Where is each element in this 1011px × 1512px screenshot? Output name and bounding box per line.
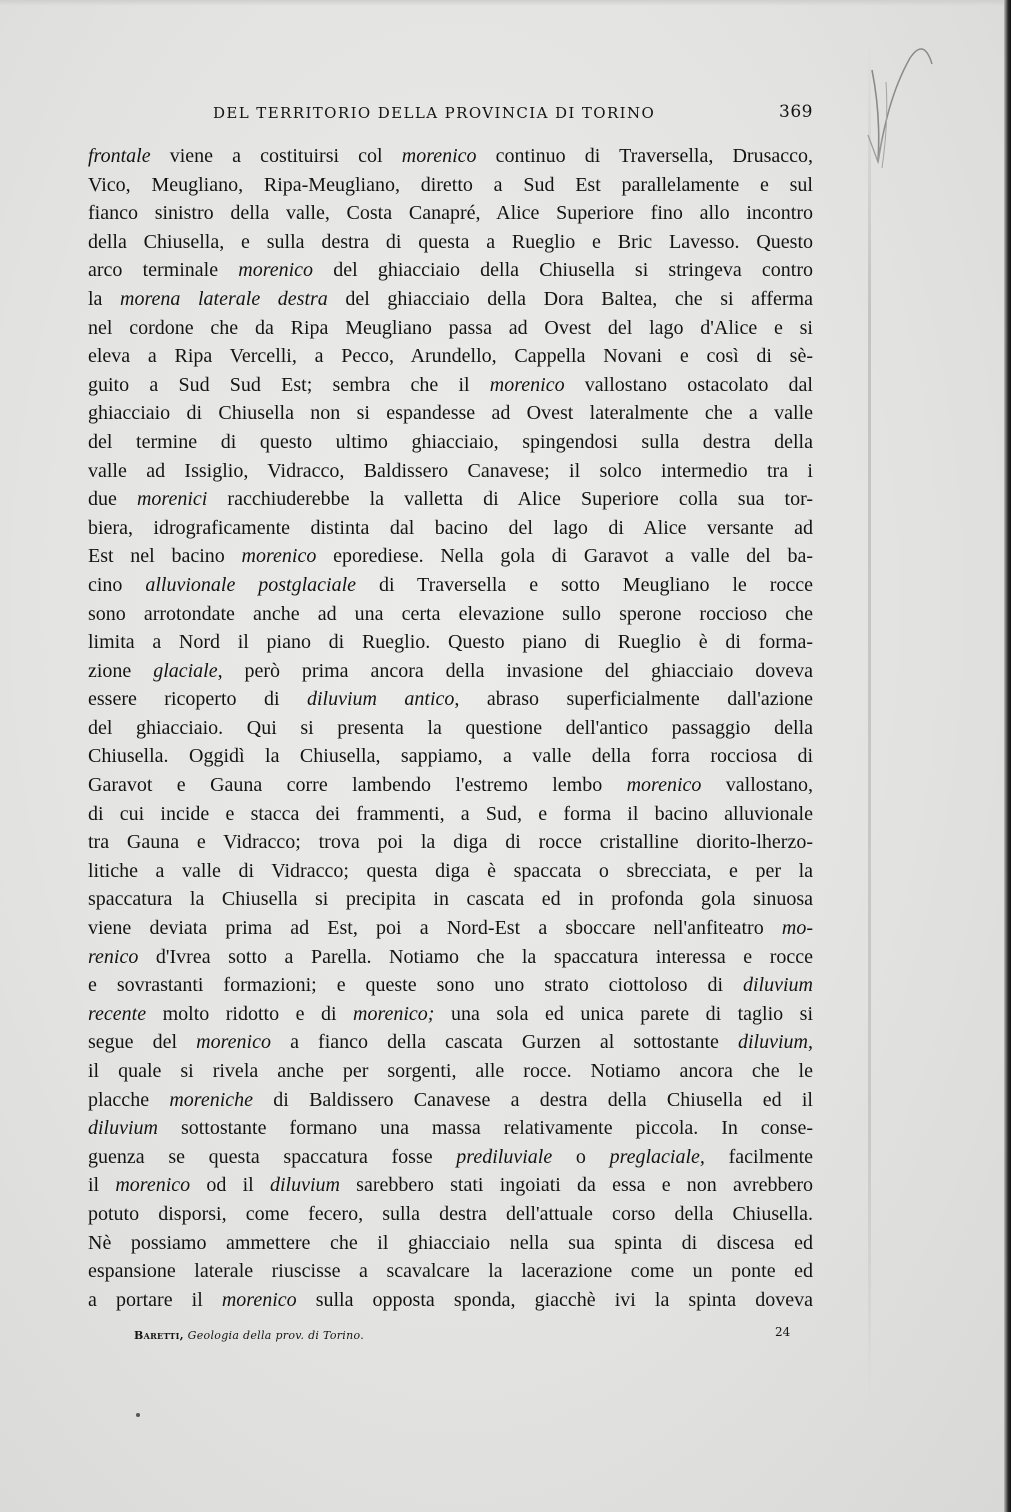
text-line [88, 1257, 813, 1286]
text-segment: del ghiacciaio della Dora Baltea, che si afferma [327, 287, 813, 310]
header-title: DEL TERRITORIO DELLA PROVINCIA DI TORINO [213, 104, 656, 122]
page-footer [134, 1325, 794, 1347]
text-segment: la [88, 287, 121, 310]
text-line [88, 857, 813, 886]
page-top-edge [0, 0, 1011, 6]
running-header [213, 104, 813, 128]
text-line [88, 885, 813, 914]
text-segment: Est nel bacino [88, 545, 242, 568]
text-line [88, 514, 813, 543]
text-line [88, 314, 813, 343]
text-line [88, 971, 813, 1000]
text-segment: placche [88, 1088, 170, 1111]
text-segment: cino [88, 573, 146, 596]
italic-term: morenico [238, 259, 314, 282]
text-line [88, 828, 813, 857]
italic-term: morena laterale destra [120, 287, 328, 310]
text-segment: e sovrastanti formazioni; e queste sono uno strato ciottoloso di [88, 974, 743, 997]
text-segment: Vico, Meugliano, Ripa-Meugliano, diretto a Sud Est parallelamente e sul [88, 173, 813, 196]
text-line [88, 600, 813, 629]
italic-term: mo- [781, 917, 813, 940]
text-segment: una sola ed unica parete di taglio si [434, 1002, 813, 1025]
text-line [88, 1057, 813, 1086]
footer-book-title: Geologia della prov. di Torino. [187, 1329, 365, 1342]
text-segment: biera, idrograficamente distinta dal bacino del lago di Alice versante ad [88, 516, 813, 539]
text-segment: nel cordone che da Ripa Meugliano passa ad Ovest del lago d'Alice e si [88, 316, 813, 339]
italic-term: morenico [401, 145, 477, 167]
text-segment: limita a Nord il piano di Rueglio. Questo piano di Rueglio è di forma- [88, 631, 813, 654]
text-line [88, 1143, 813, 1172]
italic-term: diluvium [743, 974, 813, 997]
text-segment: potuto disporsi, come fecero, sulla destra dell'attuale corso della Chiusella. [88, 1202, 813, 1225]
pencil-checkmark-icon [858, 30, 948, 170]
text-segment: viene a costituirsi col [150, 145, 402, 167]
italic-term: diluvium, [738, 1031, 813, 1054]
text-line [88, 1000, 813, 1029]
text-line [88, 1200, 813, 1229]
text-line [88, 771, 813, 800]
text-line [88, 657, 813, 686]
text-segment: Garavot e Gauna corre lambendo l'estremo lembo [88, 774, 627, 797]
text-segment: a fianco della cascata Gurzen al sottostante [270, 1031, 738, 1054]
text-segment: facilmente [704, 1145, 813, 1168]
margin-shadow-line [868, 40, 871, 1400]
italic-term: morenico [626, 774, 702, 797]
text-line [88, 171, 813, 200]
italic-term: morenico [115, 1174, 191, 1197]
text-segment: tra Gauna e Vidracco; trova poi la diga di rocce cristalline diorito-lherzo- [88, 831, 813, 854]
text-line [88, 428, 813, 457]
text-segment: guito a Sud Sud Est; sembra che il [88, 373, 490, 396]
text-line [88, 714, 813, 743]
body-text [88, 142, 813, 1314]
text-segment: il [88, 1174, 116, 1197]
italic-term: morenico [221, 1288, 297, 1311]
text-line [88, 199, 813, 228]
italic-term: morenico; [353, 1002, 435, 1025]
text-line [88, 1171, 813, 1200]
italic-term: diluvium [269, 1174, 340, 1197]
text-segment: Chiusella. Oggidì la Chiusella, sappiamo, a valle della forra rocciosa di [88, 745, 813, 768]
text-segment: viene deviata prima ad Est, poi a Nord-Est a sboccare nell'anfiteatro [88, 917, 782, 940]
text-segment: di Baldissero Canavese a destra della Chiusella ed il [253, 1088, 813, 1111]
text-segment: di cui incide e stacca dei frammenti, a Sud, e forma il bacino alluvionale [88, 802, 813, 825]
text-segment: Nè possiamo ammettere che il ghiacciaio nella sua spinta di discesa ed [88, 1231, 813, 1254]
text-segment: , però prima ancora della invasione del ghiacciaio doveva [217, 659, 813, 682]
text-line [88, 1229, 813, 1258]
italic-term: diluvium [88, 1117, 158, 1140]
footer-reference [134, 1329, 364, 1342]
stray-ink-dot [136, 1413, 140, 1417]
text-segment: vallostano, [701, 774, 813, 797]
text-segment: litiche a valle di Vidracco; questa diga è spaccata o sbrecciata, e per la [88, 859, 813, 882]
text-line [88, 685, 813, 714]
text-segment: il quale si rivela anche per sorgenti, alle rocce. Notiamo ancora che le [88, 1060, 813, 1082]
text-line [88, 485, 813, 514]
italic-term: preglaciale, [609, 1145, 705, 1168]
text-line [88, 1028, 813, 1057]
text-segment: spaccatura la Chiusella si precipita in cascata ed in profonda gola sinuosa [88, 888, 813, 911]
text-line [88, 256, 813, 285]
italic-term: glaciale [153, 659, 218, 682]
page-number: 369 [779, 102, 813, 122]
text-line [88, 371, 813, 400]
italic-term: prediluviale [456, 1145, 553, 1168]
text-segment: sono arrotondate anche ad una certa elevazione sullo sperone roccioso che [88, 602, 813, 625]
text-segment: d'Ivrea sotto a Parella. Notiamo che la spaccatura interessa e rocce [138, 945, 813, 968]
text-segment: della Chiusella, e sulla destra di questa a Rueglio e Bric Lavesso. Questo [88, 230, 813, 253]
text-segment: zione [88, 659, 154, 682]
text-segment: del ghiacciaio. Qui si presenta la questione dell'antico passaggio della [88, 716, 813, 739]
text-line [88, 571, 813, 600]
text-line [88, 342, 813, 371]
text-segment: sulla opposta sponda, giacchè ivi la spinta doveva [296, 1288, 813, 1311]
text-line [88, 943, 813, 972]
text-segment: sottostante formano una massa relativamente piccola. In conse- [158, 1117, 813, 1140]
italic-term: diluvium antico [306, 688, 455, 711]
text-line [88, 1114, 813, 1143]
text-line [88, 457, 813, 486]
text-line [88, 228, 813, 257]
text-segment: fianco sinistro della valle, Costa Canapré, Alice Superiore fino allo incontro [88, 202, 813, 225]
text-line [88, 914, 813, 943]
text-line [88, 142, 813, 171]
text-segment: a portare il [88, 1288, 222, 1311]
text-segment: vallostano ostacolato dal [564, 373, 813, 396]
text-segment: racchiuderebbe la valletta di Alice Superiore colla sua tor- [207, 488, 813, 511]
text-line [88, 285, 813, 314]
text-line [88, 399, 813, 428]
text-segment: continuo di Traversella, Drusacco, [476, 145, 813, 167]
italic-term: morenico [241, 545, 317, 568]
text-segment: , abraso superficialmente dall'azione [454, 688, 814, 711]
text-segment: ghiacciaio di Chiusella non si espandesse ad Ovest lateralmente che a valle [88, 402, 813, 425]
signature-mark: 24 [775, 1325, 791, 1339]
italic-term: morenici [136, 488, 208, 511]
italic-term: moreniche [169, 1088, 253, 1111]
text-segment: essere ricoperto di [88, 688, 307, 711]
text-line [88, 1086, 813, 1115]
text-segment: due [88, 488, 137, 511]
text-segment: o [552, 1145, 610, 1168]
text-line [88, 1286, 813, 1315]
italic-term: renico [88, 945, 139, 968]
italic-term: recente [88, 1002, 147, 1025]
italic-term: frontale [88, 145, 151, 167]
text-segment: espansione laterale riuscisse a scavalcare la lacerazione come un ponte ed [88, 1260, 813, 1283]
text-segment: valle ad Issiglio, Vidracco, Baldissero Canavese; il solco intermedio tra i [88, 459, 813, 482]
text-segment: eporediese. Nella gola di Garavot a valle del ba- [316, 545, 813, 568]
text-segment: del ghiacciaio della Chiusella si stringeva contro [313, 259, 813, 282]
italic-term: morenico [196, 1031, 271, 1054]
text-segment: segue del [88, 1031, 197, 1054]
text-line [88, 800, 813, 829]
text-line [88, 742, 813, 771]
text-segment: di Traversella e sotto Meugliano le rocce [356, 573, 814, 596]
text-segment: sarebbero stati ingoiati da essa e non avrebbero [339, 1174, 813, 1197]
text-segment: eleva a Ripa Vercelli, a Pecco, Arundello, Cappella Novani e così di sè- [88, 345, 813, 368]
text-segment: guenza se questa spaccatura fosse [88, 1145, 457, 1168]
italic-term: morenico [489, 373, 565, 396]
text-segment: del termine di questo ultimo ghiacciaio, spingendosi sulla destra della [88, 430, 813, 453]
text-line [88, 628, 813, 657]
text-segment: od il [190, 1174, 270, 1197]
footer-author: Baretti, [134, 1329, 184, 1342]
page-right-edge [1004, 0, 1011, 1512]
italic-term: alluvionale postglaciale [145, 573, 357, 596]
text-segment: arco terminale [88, 259, 239, 282]
text-segment: molto ridotto e di [146, 1002, 354, 1025]
text-line [88, 542, 813, 571]
